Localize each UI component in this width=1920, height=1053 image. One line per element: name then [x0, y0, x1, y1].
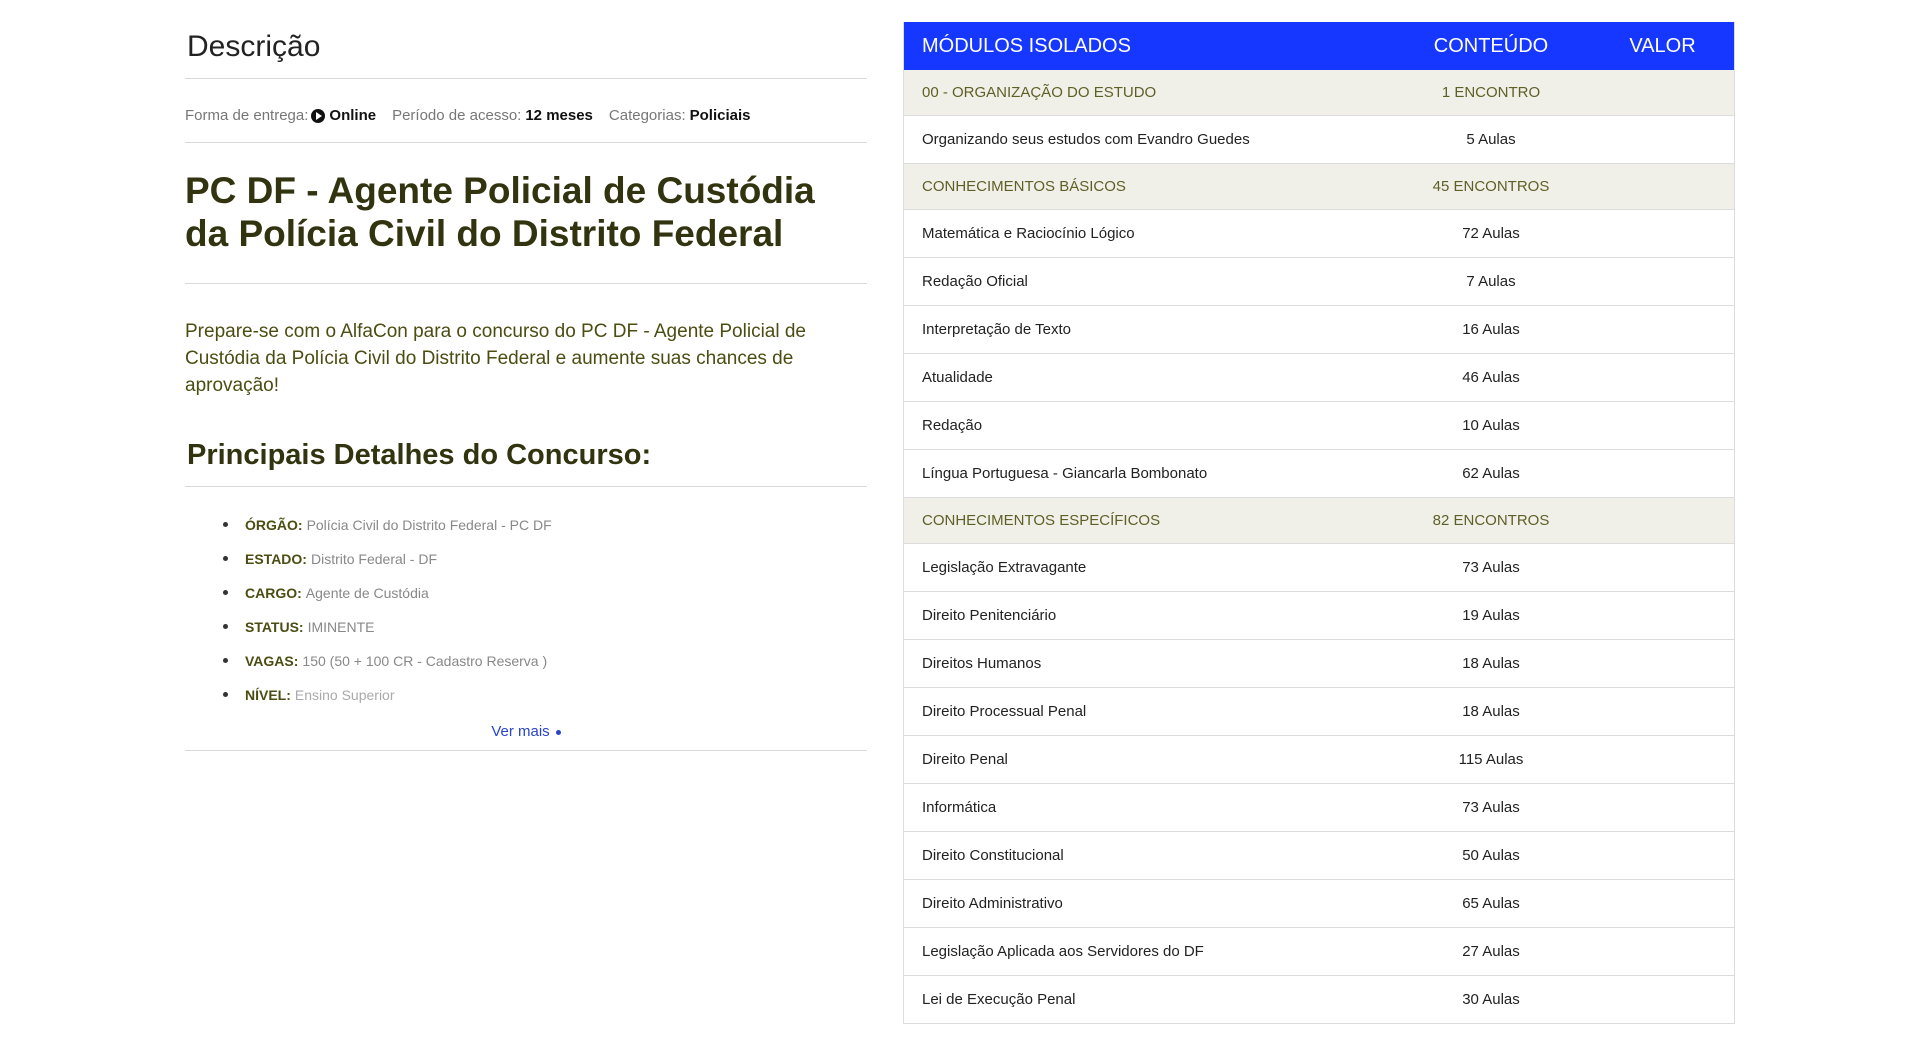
module-name: Matemática e Raciocínio Lógico — [922, 225, 1135, 242]
module-content: 18 Aulas — [1462, 655, 1520, 672]
category-info — [609, 107, 751, 124]
module-content: 19 Aulas — [1462, 607, 1520, 624]
module-name: Legislação Extravagante — [922, 559, 1087, 576]
detail-value: IMINENTE — [307, 619, 375, 635]
section-count: 1 ENCONTRO — [1441, 84, 1541, 101]
course-meta — [185, 79, 867, 143]
table-row[interactable] — [904, 258, 1734, 306]
detail-label: VAGAS: — [245, 653, 299, 669]
section-name: CONHECIMENTOS BÁSICOS — [922, 178, 1126, 195]
detail-item — [223, 685, 867, 719]
table-row[interactable] — [904, 928, 1734, 976]
ver-mais-label: Ver mais — [491, 723, 550, 740]
module-content: 72 Aulas — [1462, 225, 1520, 242]
detail-label: NÍVEL: — [245, 687, 291, 703]
section-name: CONHECIMENTOS ESPECÍFICOS — [922, 512, 1161, 529]
module-name: Organizando seus estudos com Evandro Guedes — [922, 131, 1250, 148]
module-content: 7 Aulas — [1466, 273, 1516, 290]
table-row[interactable] — [904, 736, 1734, 784]
module-name: Direito Constitucional — [922, 847, 1064, 864]
header-value: VALOR — [1629, 34, 1696, 57]
table-body — [904, 70, 1734, 1024]
play-icon — [311, 109, 325, 123]
module-name: Interpretação de Texto — [922, 321, 1071, 338]
dot-icon — [556, 730, 561, 735]
delivery-label: Forma de entrega: — [185, 107, 309, 124]
table-row[interactable] — [904, 354, 1734, 402]
module-content: 30 Aulas — [1462, 991, 1520, 1008]
table-row[interactable] — [904, 784, 1734, 832]
table-row[interactable] — [904, 450, 1734, 498]
access-label: Período de acesso: — [392, 107, 522, 124]
table-row[interactable] — [904, 402, 1734, 450]
detail-item — [223, 583, 867, 617]
table-row[interactable] — [904, 688, 1734, 736]
description-heading: Descrição — [185, 30, 867, 79]
modules-table — [903, 22, 1735, 1024]
module-name: Informática — [922, 799, 997, 816]
module-name: Legislação Aplicada aos Servidores do DF — [922, 943, 1204, 960]
delivery-info — [185, 107, 376, 124]
module-name: Lei de Execução Penal — [922, 991, 1076, 1008]
detail-value: 150 (50 + 100 CR - Cadastro Reserva ) — [302, 653, 548, 669]
section-name: 00 - ORGANIZAÇÃO DO ESTUDO — [922, 84, 1157, 101]
access-info — [392, 107, 593, 124]
module-content: 18 Aulas — [1462, 703, 1520, 720]
detail-item — [223, 515, 867, 549]
course-title: PC DF - Agente Policial de Custódia da Polícia Civil do Distrito Federal — [185, 143, 867, 284]
table-row[interactable] — [904, 306, 1734, 354]
module-content: 62 Aulas — [1462, 465, 1520, 482]
detail-item — [223, 651, 867, 685]
table-row[interactable] — [904, 832, 1734, 880]
header-modules: MÓDULOS ISOLADOS — [922, 34, 1131, 57]
detail-label: ESTADO: — [245, 551, 307, 567]
section-count: 82 ENCONTROS — [1432, 512, 1550, 529]
detail-value: Agente de Custódia — [305, 585, 429, 601]
section-count: 45 ENCONTROS — [1432, 178, 1550, 195]
ver-mais-link[interactable] — [185, 719, 867, 751]
module-name: Direito Penitenciário — [922, 607, 1057, 624]
module-name: Direito Penal — [922, 751, 1008, 768]
access-value: 12 meses — [525, 107, 593, 124]
module-content: 73 Aulas — [1462, 799, 1520, 816]
description-panel — [185, 30, 867, 751]
detail-value: Distrito Federal - DF — [310, 551, 437, 567]
module-name: Redação Oficial — [922, 273, 1028, 290]
module-content: 73 Aulas — [1462, 559, 1520, 576]
table-row[interactable] — [904, 544, 1734, 592]
module-name: Redação — [922, 417, 983, 434]
module-name: Atualidade — [922, 369, 993, 386]
header-content: CONTEÚDO — [1433, 34, 1549, 57]
module-content: 46 Aulas — [1462, 369, 1520, 386]
table-header — [904, 22, 1734, 70]
table-row[interactable] — [904, 592, 1734, 640]
category-link[interactable]: Policiais — [689, 107, 751, 124]
detail-value: Polícia Civil do Distrito Federal - PC DF — [306, 517, 552, 533]
detail-label: CARGO: — [245, 585, 302, 601]
module-content: 16 Aulas — [1462, 321, 1520, 338]
table-row[interactable] — [904, 210, 1734, 258]
table-row[interactable] — [904, 976, 1734, 1024]
module-content: 50 Aulas — [1462, 847, 1520, 864]
module-content: 27 Aulas — [1462, 943, 1520, 960]
course-intro: Prepare-se com o AlfaCon para o concurso do PC DF - Agente Policial de Custódia da Polícia Civil do Distrito Federal e aumente suas chances de aprovação! — [185, 321, 806, 396]
delivery-value: Online — [329, 107, 377, 124]
module-content: 5 Aulas — [1466, 131, 1516, 148]
detail-item — [223, 617, 867, 651]
table-row[interactable] — [904, 116, 1734, 164]
module-content: 10 Aulas — [1462, 417, 1520, 434]
details-list — [185, 487, 867, 719]
section-row — [904, 70, 1734, 116]
module-name: Direitos Humanos — [922, 655, 1042, 672]
detail-value: Ensino Superior — [294, 687, 395, 703]
module-name: Língua Portuguesa - Giancarla Bombonato — [922, 465, 1208, 482]
section-row — [904, 498, 1734, 544]
table-row[interactable] — [904, 880, 1734, 928]
details-heading: Principais Detalhes do Concurso: — [185, 399, 867, 487]
detail-label: STATUS: — [245, 619, 304, 635]
module-content: 115 Aulas — [1458, 751, 1524, 768]
module-name: Direito Processual Penal — [922, 703, 1087, 720]
section-row — [904, 164, 1734, 210]
detail-label: ÓRGÃO: — [245, 517, 303, 533]
detail-item — [223, 549, 867, 583]
category-label: Categorias: — [608, 107, 686, 124]
module-name: Direito Administrativo — [922, 895, 1063, 912]
module-content: 65 Aulas — [1462, 895, 1520, 912]
table-row[interactable] — [904, 640, 1734, 688]
